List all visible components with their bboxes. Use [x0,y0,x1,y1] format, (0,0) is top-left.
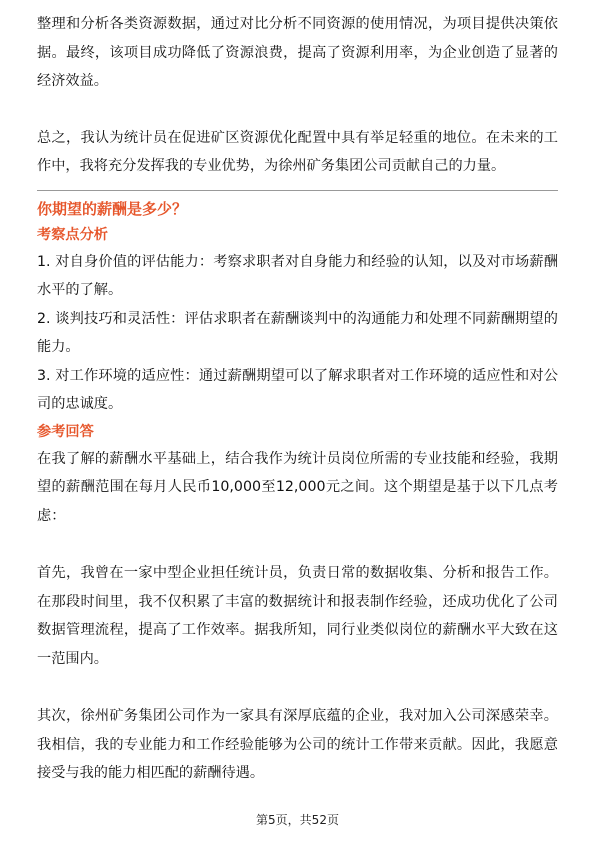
answer-paragraph-2: 首先，我曾在一家中型企业担任统计员，负责日常的数据收集、分析和报告工作。在那段时间里，我不仅积累了丰富的数据统计和报表制作经验，还成功优化了公司数据管理流程，提高了工作效率。据我所知，同行业类似岗位的薪酬水平大致在这一范围内。 [37,565,558,667]
answer-heading: 参考回答 [37,423,94,440]
question-title: 你期望的薪酬是多少？ [37,199,188,218]
document-page [37,10,558,788]
paragraph-gap [37,673,558,702]
analysis-heading: 考察点分析 [37,226,108,243]
intro-paragraph-1: 整理和分析各类资源数据，通过对比分析不同资源的使用情况，为项目提供决策依据。最终，该项目成功降低了资源浪费，提高了资源利用率，为企业创造了显著的经济效益。 [37,16,558,89]
analysis-item-2: 2. 谈判技巧和灵活性：评估求职者在薪酬谈判中的沟通能力和处理不同薪酬期望的能力。 [37,310,558,355]
analysis-item-1: 1. 对自身价值的评估能力：考察求职者对自身能力和经验的认知，以及对市场薪酬水平的了解。 [37,253,558,298]
page-footer: 第5页，共52页 [256,813,339,827]
answer-paragraph-1: 在我了解的薪酬水平基础上，结合我作为统计员岗位所需的专业技能和经验，我期望的薪酬范围在每月人民币10,000至12,000元之间。这个期望是基于以下几点考虑： [37,450,558,524]
paragraph-gap [37,530,558,559]
section-divider [37,190,558,191]
answer-paragraph-3: 其次，徐州矿务集团公司作为一家具有深厚底蕴的企业，我对加入公司深感荣幸。我相信，我的专业能力和工作经验能够为公司的统计工作带来贡献。因此，我愿意接受与我的能力相匹配的薪酬待遇。 [37,708,558,781]
analysis-item-3: 3. 对工作环境的适应性：通过薪酬期望可以了解求职者对工作环境的适应性和对公司的忠诚度。 [37,367,558,412]
paragraph-gap [37,96,558,124]
intro-paragraph-2: 总之，我认为统计员在促进矿区资源优化配置中具有举足轻重的地位。在未来的工作中，我将充分发挥我的专业优势，为徐州矿务集团公司贡献自己的力量。 [37,129,558,174]
